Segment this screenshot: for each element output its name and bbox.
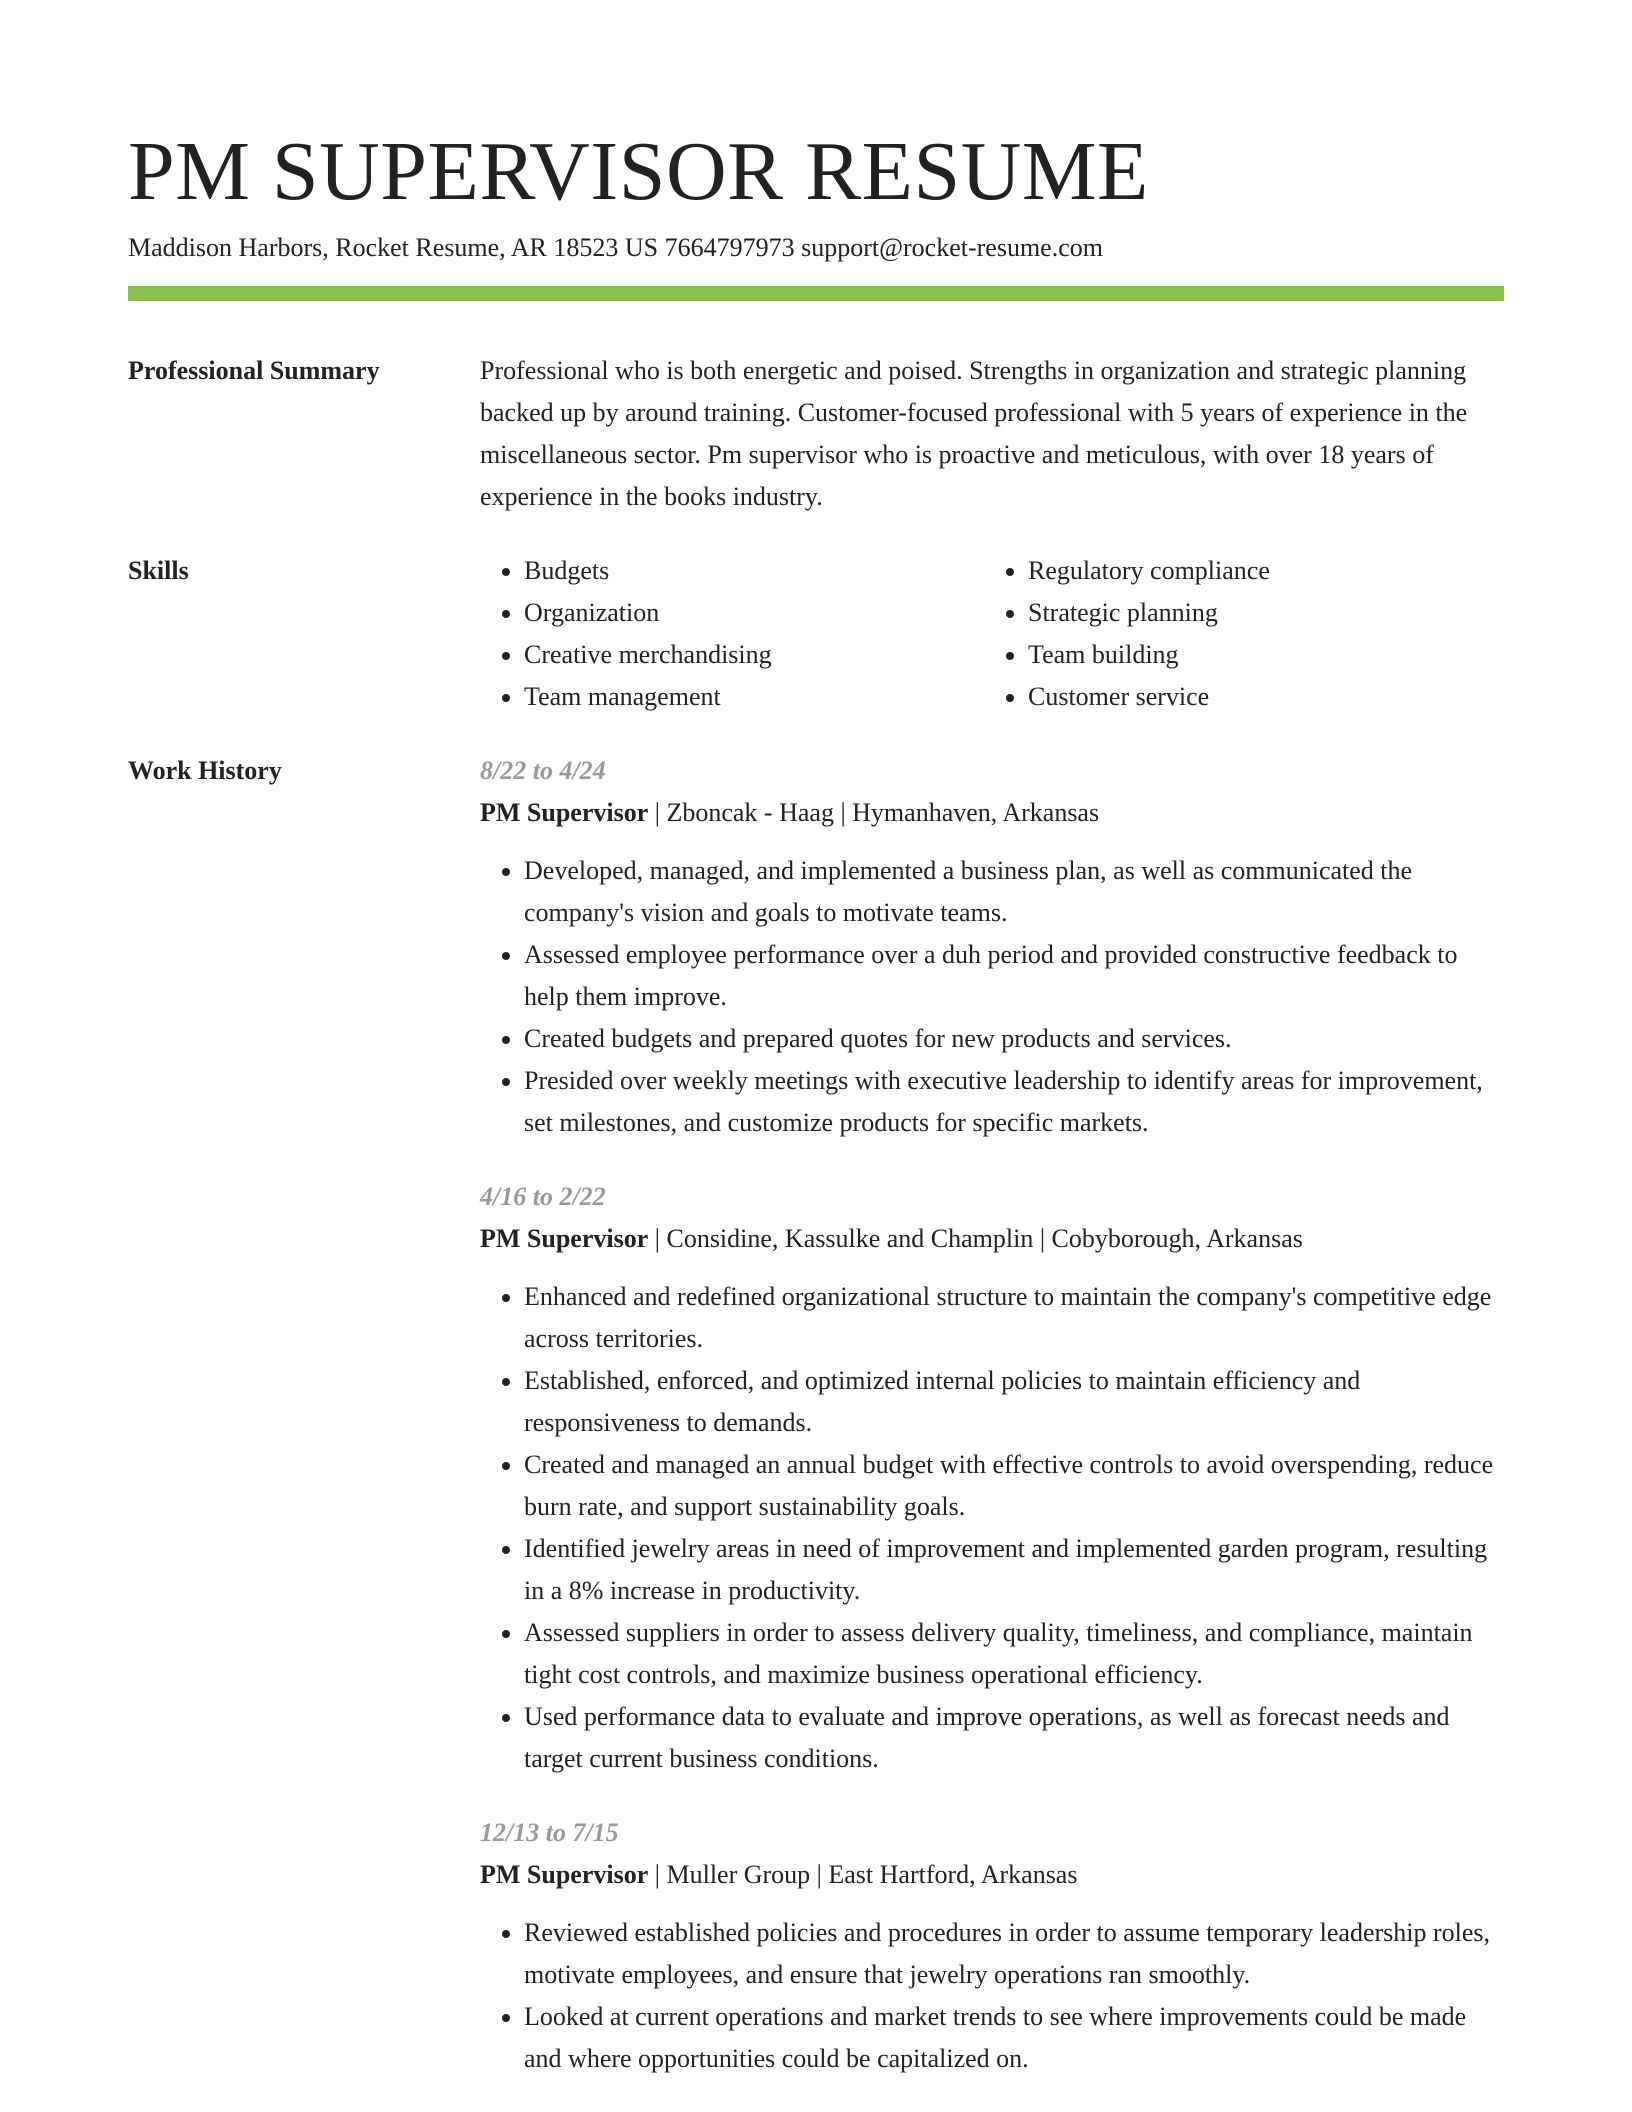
- skills-label: Skills: [128, 556, 189, 585]
- job-details: | Muller Group | East Hartford, Arkansas: [648, 1860, 1078, 1889]
- skill-item: • Strategic planning: [1028, 592, 1488, 634]
- job-bullet: • Established, enforced, and optimized internal policies to maintain efficiency and responsiveness to demands.: [524, 1360, 1504, 1444]
- job-heading: [480, 1218, 1504, 1260]
- job-bullets: [480, 1912, 1504, 2080]
- skill-item: • Customer service: [1028, 676, 1488, 718]
- skill-item: • Team management: [524, 676, 984, 718]
- job-bullet: • Presided over weekly meetings with executive leadership to identify areas for improvement, set milestones, and customize products for specific markets.: [524, 1060, 1504, 1144]
- job-dates: 8/22 to 4/24: [480, 756, 606, 785]
- job-bullet: • Identified jewelry areas in need of improvement and implemented garden program, resulting in a 8% increase in productivity.: [524, 1528, 1504, 1612]
- job-bullet: • Assessed suppliers in order to assess delivery quality, timeliness, and compliance, maintain tight cost controls, and maximize business operational efficiency.: [524, 1612, 1504, 1696]
- skills-list-right: [984, 550, 1488, 718]
- skill-item: • Team building: [1028, 634, 1488, 676]
- job-entry: [480, 750, 1504, 1144]
- job-details: | Zboncak - Haag | Hymanhaven, Arkansas: [648, 798, 1100, 827]
- job-bullet: • Used performance data to evaluate and improve operations, as well as forecast needs and target current business conditions.: [524, 1696, 1504, 1780]
- job-details: | Considine, Kassulke and Champlin | Cobyborough, Arkansas: [648, 1224, 1303, 1253]
- job-title: PM Supervisor: [480, 1224, 649, 1253]
- skills-list-left: [480, 550, 984, 718]
- skill-item: • Creative merchandising: [524, 634, 984, 676]
- header-divider: [128, 286, 1504, 301]
- job-bullets: [480, 850, 1504, 1144]
- job-title: PM Supervisor: [480, 1860, 649, 1889]
- summary-label: Professional Summary: [128, 356, 380, 385]
- job-entry: [480, 1812, 1504, 2080]
- summary-section: [128, 350, 1504, 518]
- job-bullet: • Developed, managed, and implemented a business plan, as well as communicated the company's vision and goals to motivate teams.: [524, 850, 1504, 934]
- job-entry: [480, 1176, 1504, 1780]
- job-bullet: • Enhanced and redefined organizational structure to maintain the company's competitive edge across territories.: [524, 1276, 1504, 1360]
- contact-line: Maddison Harbors, Rocket Resume, AR 18523 US 7664797973 support@rocket-resume.com: [128, 233, 1103, 262]
- job-bullet: • Created and managed an annual budget with effective controls to avoid overspending, reduce burn rate, and support sustainability goals.: [524, 1444, 1504, 1528]
- job-bullet: • Reviewed established policies and procedures in order to assume temporary leadership roles, motivate employees, and ensure that jewelry operations ran smoothly.: [524, 1912, 1504, 1996]
- job-bullets: [480, 1276, 1504, 1780]
- job-dates: 12/13 to 7/15: [480, 1818, 619, 1847]
- resume-sections: [128, 350, 1504, 2112]
- skill-item: • Budgets: [524, 550, 984, 592]
- summary-body: [480, 350, 1504, 518]
- job-dates: 4/16 to 2/22: [480, 1182, 606, 1211]
- resume-title: PM SUPERVISOR RESUME: [128, 125, 1149, 218]
- skills-section: [128, 550, 1504, 718]
- work-history-label: Work History: [128, 756, 282, 785]
- skill-item: • Regulatory compliance: [1028, 550, 1488, 592]
- job-heading: [480, 1854, 1504, 1896]
- job-bullet: • Looked at current operations and market trends to see where improvements could be made and where opportunities could be capitalized on.: [524, 1996, 1504, 2080]
- job-bullet: • Assessed employee performance over a duh period and provided constructive feedback to help them improve.: [524, 934, 1504, 1018]
- job-title: PM Supervisor: [480, 798, 649, 827]
- skills-body: [480, 550, 1504, 718]
- summary-text: Professional who is both energetic and poised. Strengths in organization and strategic planning backed up by around training. Customer-focused professional with 5 years of experience in the miscellaneous sector. Pm supervisor who is proactive and meticulous, with over 18 years of experience in the books industry.: [480, 356, 1468, 511]
- job-bullet: • Created budgets and prepared quotes for new products and services.: [524, 1018, 1504, 1060]
- work-history-body: [480, 750, 1504, 2080]
- work-history-section: [128, 750, 1504, 2080]
- job-heading: [480, 792, 1504, 834]
- skill-item: • Organization: [524, 592, 984, 634]
